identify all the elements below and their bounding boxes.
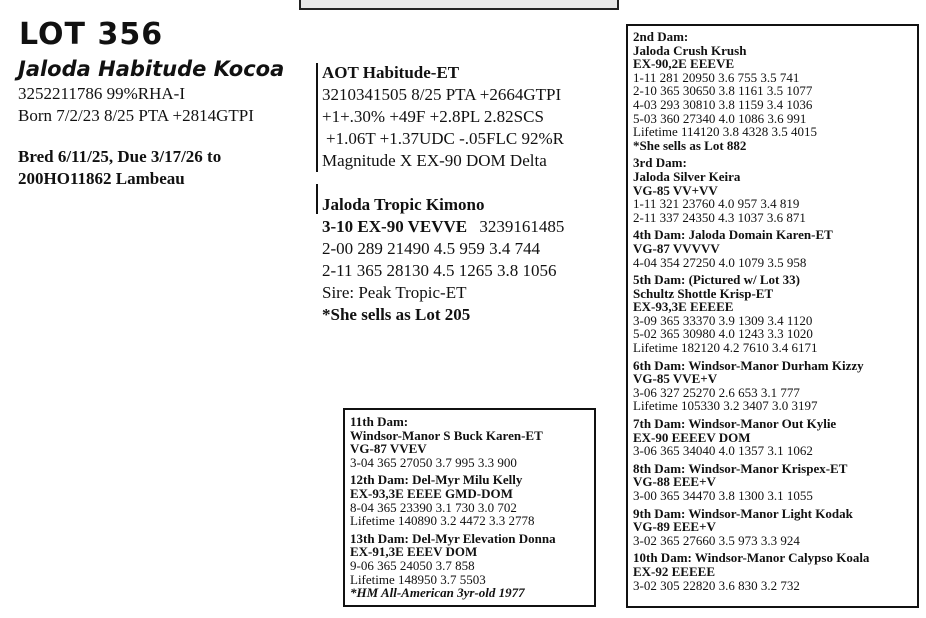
dam-sire: Sire: Peak Tropic-ET <box>322 283 467 302</box>
cow-name: Jaloda Habitude Kocoa <box>18 57 285 81</box>
pedigree-line: 6th Dam: Windsor-Manor Durham Kizzy <box>633 357 864 373</box>
pedigree-line: VG-89 EEE+V <box>633 519 716 535</box>
pedigree-line: 9-06 365 24050 3.7 858 <box>350 557 475 573</box>
sire-line-2: +1+.30% +49F +2.8PL 2.82SCS <box>322 107 544 126</box>
lot-number: LOT 356 <box>19 17 164 52</box>
top-banner <box>299 0 619 10</box>
pedigree-line: 3-02 365 27660 3.5 973 3.3 924 <box>633 532 800 548</box>
pedigree-box-right <box>626 24 919 608</box>
pedigree-line: 5th Dam: (Pictured w/ Lot 33) <box>633 272 800 288</box>
sire-divider <box>316 63 318 172</box>
dam-registration: 3239161485 <box>479 217 565 236</box>
pedigree-line: 1-11 281 20950 3.6 755 3.5 741 <box>633 69 800 85</box>
pedigree-line: EX-90,2E EEEVE <box>633 56 735 72</box>
sire-line-1: 3210341505 8/25 PTA +2664GTPI <box>322 85 562 104</box>
pedigree-line: Lifetime 140890 3.2 4472 3.3 2778 <box>350 513 535 529</box>
pedigree-line: Windsor-Manor S Buck Karen-ET <box>350 427 543 443</box>
pedigree-line: 3-04 365 27050 3.7 995 3.3 900 <box>350 454 517 470</box>
dam-line-2: 2-00 289 21490 4.5 959 3.4 744 <box>322 239 541 258</box>
pedigree-line: 10th Dam: Windsor-Manor Calypso Koala <box>633 550 870 566</box>
pedigree-line: EX-92 EEEEE <box>633 563 715 579</box>
cow-bred-1: Bred 6/11/25, Due 3/17/26 to <box>18 147 222 166</box>
pedigree-line: VG-85 VV+VV <box>633 182 718 198</box>
pedigree-line: 8th Dam: Windsor-Manor Krispex-ET <box>633 460 848 476</box>
pedigree-line: Schultz Shottle Krisp-ET <box>633 285 774 301</box>
pedigree-line: VG-87 VVVVV <box>633 240 720 256</box>
pedigree-line: 11th Dam: <box>350 414 409 429</box>
pedigree-line: 1-11 321 23760 4.0 957 3.4 819 <box>633 196 800 212</box>
pedigree-line: 2-11 337 24350 4.3 1037 3.6 871 <box>633 209 806 225</box>
sire-line-4: Magnitude X EX-90 DOM Delta <box>322 151 547 170</box>
pedigree-line: 9th Dam: Windsor-Manor Light Kodak <box>633 505 853 521</box>
pedigree-line: 3-06 327 25270 2.6 653 3.1 777 <box>633 384 800 400</box>
pedigree-line: EX-93,3E EEEEE <box>633 299 734 315</box>
pedigree-line: 8-04 365 23390 3.1 730 3.0 702 <box>350 499 517 515</box>
pedigree-line: Lifetime 182120 4.2 7610 3.4 6171 <box>633 340 818 356</box>
pedigree-line: 3-00 365 34470 3.8 1300 3.1 1055 <box>633 488 813 503</box>
dam-block <box>322 194 564 326</box>
pedigree-line: VG-87 VVEV <box>350 441 427 457</box>
pedigree-line: EX-90 EEEEV DOM <box>633 429 751 445</box>
sire-line-3: +1.06T +1.37UDC -.05FLC 92%R <box>326 129 564 148</box>
pedigree-line: 3rd Dam: <box>633 155 687 171</box>
pedigree-line: 3-09 365 33370 3.9 1309 3.4 1120 <box>633 312 813 328</box>
pedigree-line: 7th Dam: Windsor-Manor Out Kylie <box>633 416 837 432</box>
pedigree-line: Lifetime 148950 3.7 5503 <box>350 571 486 587</box>
dam-line-3: 2-11 365 28130 4.5 1265 3.8 1056 <box>322 261 557 280</box>
dam-divider <box>316 184 318 214</box>
pedigree-line: VG-85 VVE+V <box>633 371 718 387</box>
dam-name: Jaloda Tropic Kimono <box>322 195 485 214</box>
cow-registration: 3252211786 99%RHA-I <box>18 84 185 103</box>
pedigree-line: VG-88 EEE+V <box>633 474 716 490</box>
pedigree-line: Jaloda Silver Keira <box>633 168 741 184</box>
cow-born: Born 7/2/23 8/25 PTA +2814GTPI <box>18 106 254 125</box>
pedigree-line: 3-06 365 34040 4.0 1357 3.1 1062 <box>633 443 813 459</box>
pedigree-line: EX-93,3E EEEE GMD-DOM <box>350 485 513 501</box>
pedigree-line: Lifetime 105330 3.2 3407 3.0 3197 <box>633 398 818 414</box>
pedigree-line: 4-04 354 27250 4.0 1079 3.5 958 <box>633 254 807 270</box>
pedigree-line: EX-91,3E EEEV DOM <box>350 544 478 560</box>
pedigree-box-center <box>343 408 596 607</box>
dam-sells-note: *She sells as Lot 205 <box>322 305 471 324</box>
pedigree-line: 12th Dam: Del-Myr Milu Kelly <box>350 472 523 488</box>
pedigree-line: 2-10 365 30650 3.8 1161 3.5 1077 <box>633 83 813 99</box>
pedigree-line: Jaloda Crush Krush <box>633 42 747 58</box>
pedigree-line: 13th Dam: Del-Myr Elevation Donna <box>350 530 556 546</box>
pedigree-line: 4-03 293 30810 3.8 1159 3.4 1036 <box>633 96 813 112</box>
pedigree-line: 5-03 360 27340 4.0 1086 3.6 991 <box>633 110 807 126</box>
pedigree-line: 4th Dam: Jaloda Domain Karen-ET <box>633 227 833 243</box>
pedigree-line: *She sells as Lot 882 <box>633 137 747 153</box>
dam-classification: 3-10 EX-90 VEVVE <box>322 217 468 236</box>
sire-block <box>322 62 564 172</box>
pedigree-line: 5-02 365 30980 4.0 1243 3.3 1020 <box>633 326 813 342</box>
sire-name: AOT Habitude-ET <box>322 63 460 82</box>
pedigree-line: *HM All-American 3yr-old 1977 <box>350 585 525 601</box>
dam-line-1 <box>322 216 564 238</box>
pedigree-line: 2nd Dam: <box>633 29 689 44</box>
pedigree-line: Lifetime 114120 3.8 4328 3.5 4015 <box>633 124 818 140</box>
cow-bred-2: 200HO11862 Lambeau <box>18 169 185 188</box>
pedigree-line: 3-02 305 22820 3.6 830 3.2 732 <box>633 577 800 593</box>
